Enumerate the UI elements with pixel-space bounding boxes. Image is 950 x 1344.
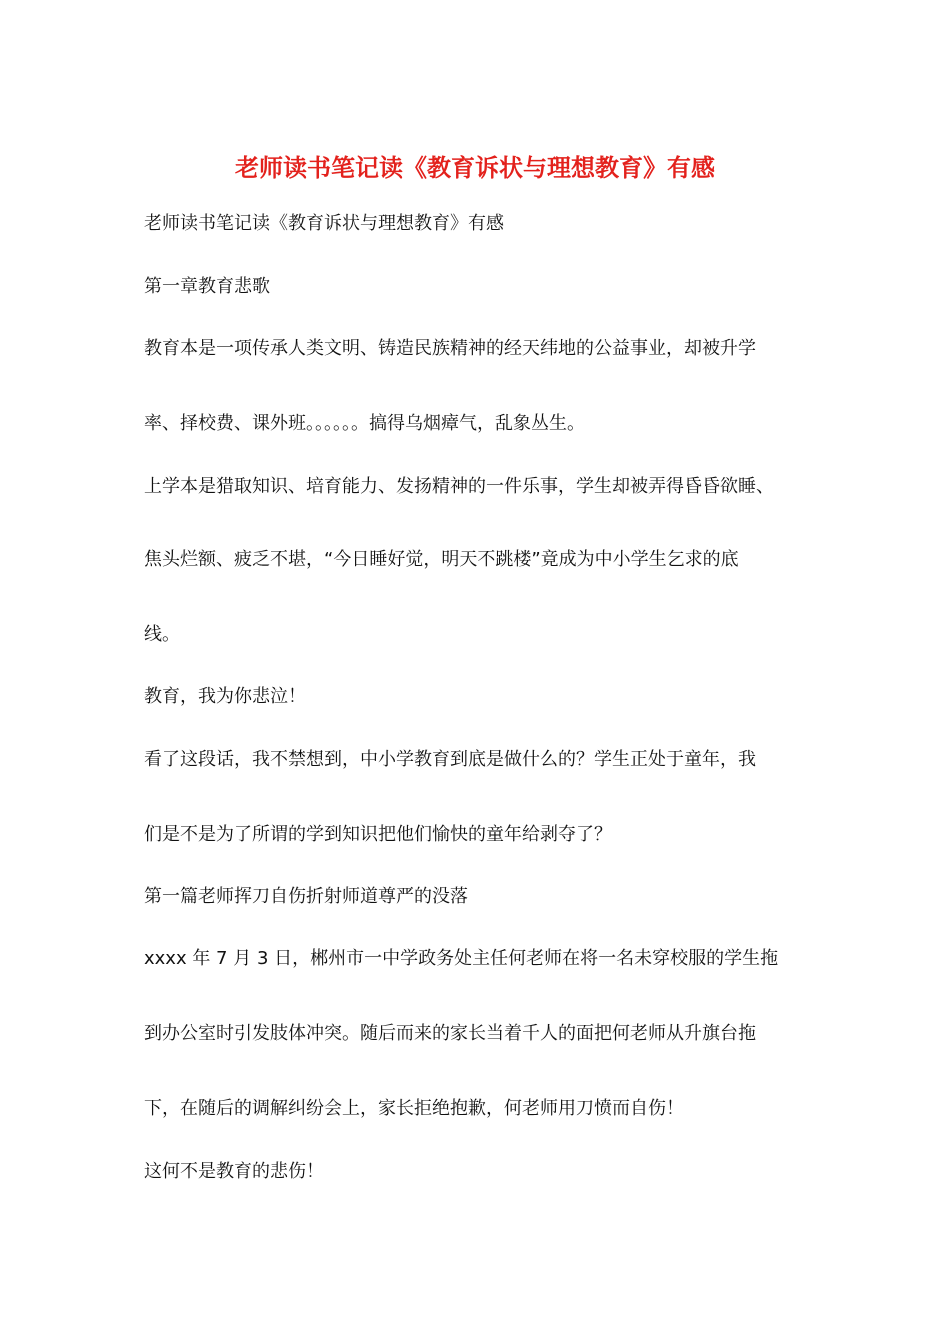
paragraph-line-7: 线。 <box>144 624 180 645</box>
paragraph-line-3: 教育本是一项传承人类文明、铸造民族精神的经天纬地的公益事业，却被升学 <box>144 338 756 359</box>
paragraph-line-9: 看了这段话，我不禁想到，中小学教育到底是做什么的？学生正处于童年，我 <box>144 749 756 770</box>
paragraph-line-12: xxxx 年 7 月 3 日，郴州市一中学政务处主任何老师在将一名未穿校服的学生拖 <box>144 948 779 969</box>
paragraph-line-13: 到办公室时引发肢体冲突。随后而来的家长当着千人的面把何老师从升旗台拖 <box>144 1023 756 1044</box>
paragraph-line-10: 们是不是为了所谓的学到知识把他们愉快的童年给剥夺了？ <box>144 824 612 845</box>
chapter-heading: 第一章教育悲歌 <box>144 276 270 297</box>
paragraph-line-4: 率、择校费、课外班。。。。。。搞得乌烟瘴气，乱象丛生。 <box>144 413 585 434</box>
paragraph-line-14: 下，在随后的调解纠纷会上，家长拒绝抱歉，何老师用刀愤而自伤！ <box>144 1098 684 1119</box>
paragraph-line-15: 这何不是教育的悲伤！ <box>144 1161 324 1182</box>
paragraph-line-5: 上学本是猎取知识、培育能力、发扬精神的一件乐事，学生却被弄得昏昏欲睡、 <box>144 476 774 497</box>
paragraph-line-6: 焦头烂额、疲乏不堪，“今日睡好觉，明天不跳楼”竟成为中小学生乞求的底 <box>144 549 739 570</box>
paragraph-line-1: 老师读书笔记读《教育诉状与理想教育》有感 <box>144 213 504 234</box>
paragraph-line-8: 教育，我为你悲泣！ <box>144 686 306 707</box>
section-heading: 第一篇老师挥刀自伤折射师道尊严的没落 <box>144 886 468 907</box>
document-title: 老师读书笔记读《教育诉状与理想教育》有感 <box>235 153 715 182</box>
